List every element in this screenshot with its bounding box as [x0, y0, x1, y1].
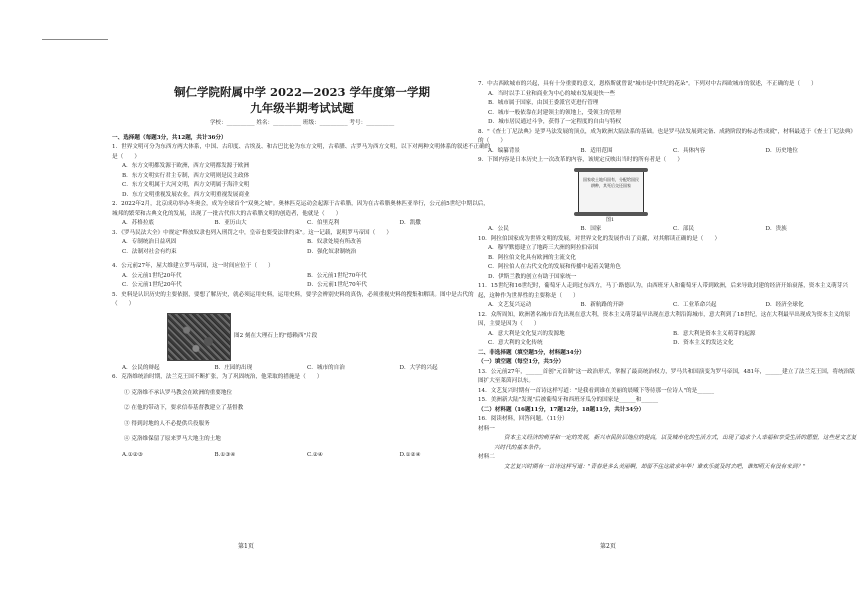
q7-option-d: D．城市居民通过斗争，获得了一定程度的自由与特权	[488, 119, 622, 125]
q8-option-d: D．历史地位	[765, 147, 798, 154]
q10-option-a: A．穆罕默德建立了地跨三大洲的阿拉伯帝国	[488, 245, 599, 251]
q11-options	[478, 301, 858, 311]
q9-option-a: A．公民	[488, 226, 509, 232]
q4-option-a: A．公元前1世纪20年代	[122, 272, 182, 279]
material-1-text: 资本主义经济的萌芽和一定的发展，新兴市民阶层地位的提高，以及城市化的生活方式，出现了追求个人幸福和享受生活的愿望，这些是文艺复兴时代的基本条件。	[494, 435, 857, 451]
q4-options-row2	[112, 281, 492, 291]
q5-option-b: B．庄园的出现	[214, 364, 253, 371]
marble-inscription-image	[167, 313, 231, 361]
q3-options-row1	[112, 238, 492, 248]
q3-option-a: A．专制统治日益巩固	[122, 239, 177, 245]
q11-option-d: D．经济全球化	[765, 302, 804, 308]
section-choice-heading: 一、选择题（每题3分，共12题，共计36分）	[112, 134, 227, 141]
q7-option-b: B．城市属于国家，由国王委派官吏进行管理	[488, 100, 599, 106]
q4-option-c: C．公元前1世纪20年代	[122, 282, 182, 288]
question-14: 14．文艺复兴时期有一首诗这样写道："是我看到谁在美丽的晨曦下等待那一位诗人"的是______	[478, 387, 715, 394]
question-4: 4．公元前27年，屋大维建立罗马帝国，这一时间应位于（ ）	[112, 263, 274, 269]
page-number-right: 第2页	[600, 543, 616, 550]
q5-figure	[167, 313, 492, 361]
q5-options	[112, 364, 492, 374]
q6-option-d: D.①②④	[399, 451, 421, 458]
q4-option-b: B．公元前1世纪70年代	[307, 272, 367, 279]
q11-option-c: C．工业革命兴起	[673, 302, 717, 308]
question-9: 9．下图内容是日本历史上一次改革的内容，该规定反映出当时的所有者是（ ）	[478, 157, 683, 163]
scroll-text: 国家收土地归国有，分配给国民耕种，其死后交还国家	[583, 176, 639, 188]
q6-statement-1: ① 克洛维不承认罗马教会在欧洲的重要地位	[124, 389, 233, 396]
q2-options	[112, 219, 492, 229]
q8-option-b: B．适用范围	[580, 147, 613, 154]
q9-option-b: B．国家	[580, 226, 602, 232]
question-1: 1．世界文明可分为东西方两大体系，中国、古印度、古埃及、和古巴比伦为东方文明，古希腊、古罗马为西方文明，以下对两种文明体系的叙述不正确的是（ ）	[112, 144, 491, 160]
q8-option-a: A．编纂背景	[488, 147, 521, 154]
q2-option-a: A．苏格拉底	[122, 220, 155, 226]
q6-statement-3: ③ 得到封地的人不必提供兵役服务	[124, 420, 210, 427]
question-11: 11．15世纪和16世纪时，葡萄牙人走到过东西方，马丁·路德认为，由西班牙人和葡萄牙人带到欧洲，后来导致封建的经济开始衰落，资本主义萌芽兴起，这种作为世界性的主要称是（ ）	[478, 283, 848, 299]
q9-options	[478, 225, 858, 235]
scroll-figure	[578, 170, 644, 214]
q3-option-b: B．奴隶处境有所改善	[307, 239, 362, 245]
question-7: 7．中古西欧城市的兴起，具有十分重要的意义，恩格斯就曾说"城市是中世纪的花朵"。下列对中古西欧城市的叙述，不正确的是（ ）	[478, 81, 817, 87]
q12-option-b: B．意大利是资本主义萌芽的起源	[673, 330, 756, 337]
question-3: 3．《罗马民法大全》中规定"释放奴隶也列入刑罚之中，皇帝也要受法律约束"。这一记载，说明罗马帝国（ ）	[112, 229, 392, 236]
material-heading: （二）材料题（16题11分，17题12分，18题11分，共计34分）	[478, 406, 645, 413]
material-1-label: 材料一	[478, 425, 495, 432]
q5-option-d: D．大学的兴起	[399, 364, 438, 371]
q9-option-c: C．部民	[673, 226, 695, 232]
question-16: 16．阅读材料，回答问题。（11分）	[478, 416, 568, 422]
figure-label: 图1	[606, 216, 615, 223]
q8-options	[478, 147, 858, 157]
q6-option-c: C.②④	[307, 451, 323, 458]
q4-options-row1	[112, 272, 492, 282]
page-left	[112, 80, 492, 460]
q1-option-b: B．东方文明实行君主专制，西方文明则是民主政体	[122, 172, 250, 179]
question-6: 6．克洛维统治时期，法兰克王国不断扩张，为了巩固统治，他采取的措施是（ ）	[112, 374, 323, 380]
q12-option-a: A．意大利是文化复兴的发源地	[488, 330, 565, 337]
q5-option-c: C．城市的自治	[307, 364, 345, 371]
question-8: 8．"《查士丁尼法典》是罗马法发展的顶点，成为欧洲大陆法系的基础。也是罗马法发展到完备、成熟阶段的标志性成就"，材料最适于《查士丁尼法典》的（ ）	[478, 128, 856, 144]
q12-option-d: D．资本主义的发达文化	[673, 340, 734, 346]
q3-option-d: D．强化奴隶制统治	[307, 248, 357, 255]
q6-option-a: A.①②③	[122, 451, 143, 458]
q10-option-c: C．阿拉伯人在古代文化的发展和传播中起着关键角色	[488, 264, 621, 270]
q5-option-a: A．公民的辩起	[122, 364, 160, 371]
q8-option-c: C．具体内容	[673, 147, 706, 154]
q10-option-d: D．伊斯兰教的创立有助于国家统一	[488, 273, 577, 280]
exam-subtitle: 九年级半期考试试题	[250, 101, 354, 115]
q7-option-c: C．城市一般依靠在封建领主的领地上，受领主的管理	[488, 109, 621, 116]
q2-option-d: D．凯撒	[399, 220, 421, 226]
q12-option-c: C．意大利的文化传统	[488, 340, 543, 346]
q2-option-c: C．伯里克利	[307, 220, 340, 226]
q2-option-b: B．亚历山大	[214, 220, 247, 226]
scroll-rod-top	[574, 168, 648, 172]
question-15: 15．美洲新大陆"发现"后被葡萄牙和西班牙瓜分的国家是______和______	[478, 397, 659, 403]
q1-option-c: C．东方文明属于大河文明，西方文明属于海洋文明	[122, 182, 250, 188]
page-right	[478, 80, 858, 472]
fill-blank-heading: （一）填空题（每空1分，共5分）	[478, 359, 565, 365]
q3-options-row2	[112, 248, 492, 258]
q11-option-a: A．文艺复兴运动	[488, 302, 532, 308]
q1-option-d: D．东方文明重视发展农业，西方文明重视发展商业	[122, 191, 250, 198]
q12-options-row1	[478, 330, 858, 340]
question-5: 5．史料是认识历史的主要依据，要想了解历史，就必须运用史料，运用史料，要学会辨别史料的真伪，必须重视史料的搜集和解读。图中是古代的（ ）	[112, 291, 474, 307]
q4-option-d: D．公元前1世纪70年代	[307, 282, 367, 288]
student-info-line: 学校：__________ 姓名：__________ 班级：__________ 考号：__________	[209, 120, 395, 126]
q7-option-a: A．当时以手工业和商业为中心的城市发展更快一些	[488, 90, 616, 97]
page-number-left: 第1页	[238, 543, 254, 550]
q1-option-a: A．东方文明都发源于欧洲，西方文明都发源于欧洲	[122, 163, 250, 169]
material-2-text: 文艺复兴时期有一首诗这样写道："青春是多么美丽啊，却留不住这欲求年华！谁欢乐就及时去吧，谁知明天有没有来到？"	[504, 463, 806, 470]
q3-option-c: C．法制对社会有约束	[122, 248, 177, 255]
q11-option-b: B．新航路的开辟	[580, 302, 624, 308]
q5-caption: 图2 刻在大理石上的"德赖西"片段	[234, 332, 318, 339]
header-rule	[42, 39, 108, 40]
question-12: 12．众所周知，欧洲著名城市首先出现在意大利，资本主义萌芽最早出现在意大利沿海城市，意大利到了18世纪，这在大利最早出现成为资本主义的原因，主要是因为（ ）	[478, 311, 851, 327]
exam-title: 铜仁学院附属中学 2022—2023 学年度第一学期	[173, 85, 431, 99]
q6-statement-2: ② 在他的带动下，要求信奉基督教建立了基督教	[124, 405, 244, 411]
q12-options-row2	[478, 339, 858, 349]
scroll-rod-bottom	[574, 212, 648, 216]
q6-options	[112, 451, 492, 461]
question-10: 10．阿拉伯国家成为世界文明的发展，对世界文化的发展作出了贡献，对其解读正确的是（ ）	[478, 235, 721, 242]
question-2: 2．2022年2月，北京成功举办冬奥会，成为全球首个"双奥之城"。奥林匹克运动会起源于古希腊，因为在古希腊奥林匹亚举行，公元前5世纪中期以后，城邦的繁荣和古典文化的发展，出现了一批古代伟大的古希腊文明的创造者，他就是（ ）	[112, 201, 489, 217]
q10-option-b: B．阿拉伯文化具有欧洲的主流文化	[488, 254, 577, 261]
question-13: 13．公元前27年，______首创"元首制"这一政治形式，掌握了最高统治权力，罗马共和国演变为罗马帝国，481年，______建立了法兰克王国，将统治版图扩大至莱茵河以东。	[478, 368, 855, 384]
q6-option-b: B.①③④	[214, 451, 236, 458]
section-nonchoice-heading: 二、非选择题（填空题5分，材料题34分）	[478, 349, 585, 356]
material-2-label: 材料二	[478, 454, 495, 460]
q6-statement-4: ④ 克洛维保留了原来罗马大地主的土地	[124, 436, 221, 442]
q9-option-d: D．贵族	[765, 226, 787, 232]
